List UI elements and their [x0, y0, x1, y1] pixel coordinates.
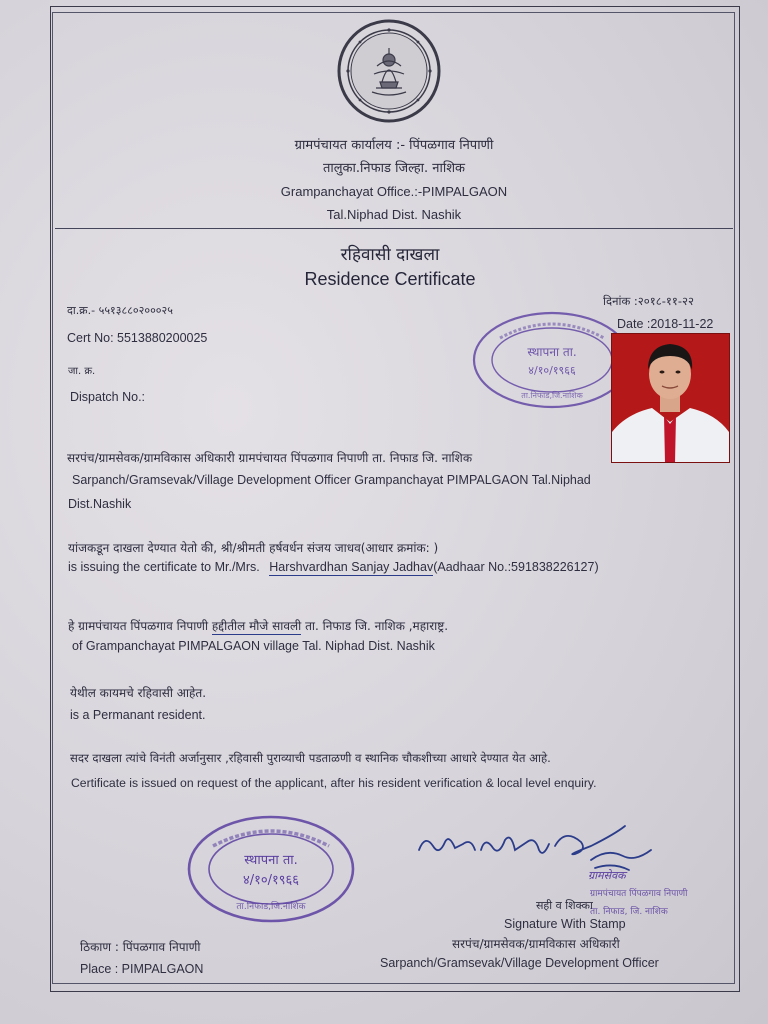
signatory-stamp-office: ग्रामपंचायत पिंपळगाव निपाणी	[590, 889, 688, 899]
place-marathi: ठिकाण : पिंपळगाव निपाणी	[80, 940, 201, 954]
request-english: Certificate is issued on request of the applicant, after his resident verification & local level enquiry.	[71, 776, 597, 790]
signatory-stamp-location: ता. निफाड, जि. नाशिक	[590, 907, 668, 917]
village-marathi-prefix: हे ग्रामपंचायत पिंपळगाव निपाणी	[68, 619, 209, 633]
place-english: Place : PIMPALGAON	[80, 962, 204, 976]
issuer-english-line1: Sarpanch/Gramsevak/Village Development Officer Grampanchayat PIMPALGAON Tal.Niphad	[72, 473, 591, 487]
taluka-english: Tal.Niphad Dist. Nashik	[326, 207, 462, 222]
stamp-top-established-label: स्थापना ता.	[527, 345, 577, 359]
aadhaar-number: (Aadhaar No.:591838226127)	[433, 560, 599, 574]
signature-stamp-english: Signature With Stamp	[504, 917, 626, 931]
handwritten-signature	[415, 820, 665, 890]
designation-marathi: सरपंच/ग्रामसेवक/ग्रामविकास अधिकारी	[452, 937, 620, 951]
grampanchayat-stamp-bottom	[185, 812, 357, 926]
village-english: of Grampanchayat PIMPALGAON village Tal. Niphad Dist. Nashik	[72, 639, 435, 653]
maharashtra-seal-emblem	[336, 18, 442, 124]
issuing-english-prefix: is issuing the certificate to Mr./Mrs.	[68, 560, 260, 574]
date-marathi: दिनांक :२०१८-११-२२	[603, 294, 694, 308]
village-marathi-suffix: ता. निफाड जि. नाशिक ,महाराष्ट्र.	[305, 619, 449, 633]
issuer-marathi: सरपंच/ग्रामसेवक/ग्रामविकास अधिकारी ग्रामपंचायत पिंपळगाव निपाणी ता. निफाड जि. नाशिक	[67, 451, 473, 465]
title-marathi: रहिवासी दाखला	[340, 245, 440, 265]
stamp-bottom-established-label: स्थापना ता.	[244, 853, 298, 868]
issuing-marathi: यांजकडून दाखला देण्यात येतो की, श्री/श्रीमती हर्षवर्धन संजय जाधव(आधार क्रमांक: )	[68, 541, 439, 555]
resident-marathi: येथील कायमचे रहिवासी आहेत.	[70, 686, 207, 700]
village-marathi-locality: हद्दीतील मौजे सावली	[211, 619, 302, 633]
dispatch-marathi: जा. क्र.	[68, 366, 96, 377]
stamp-bottom-established-date: ४/१०/१९६६	[242, 873, 300, 888]
stamp-top-inner-text: ता.निफाड,जि.नाशिक	[521, 391, 583, 400]
office-title-marathi: ग्रामपंचायत कार्यालय :- पिंपळगाव निपाणी	[294, 138, 494, 153]
designation-english: Sarpanch/Gramsevak/Village Development Officer	[380, 956, 659, 970]
signature-stamp-marathi: सही व शिक्का	[536, 899, 593, 912]
cert-number-marathi: दा.क्र.- ५५१३८८०२०००२५	[67, 304, 173, 317]
taluka-marathi: तालुका.निफाड जिल्हा. नाशिक	[322, 161, 466, 176]
stamp-top-established-date: ४/१०/१९६६	[528, 364, 576, 377]
issuing-english	[68, 560, 599, 574]
applicant-name: Harshvardhan Sanjay Jadhav	[269, 560, 434, 574]
date-english: Date :2018-11-22	[617, 317, 714, 331]
dispatch-english: Dispatch No.:	[70, 390, 146, 404]
applicant-photo	[611, 333, 730, 463]
header-divider	[55, 228, 733, 229]
title-english: Residence Certificate	[304, 269, 476, 289]
issuer-english-line2: Dist.Nashik	[68, 497, 132, 511]
resident-english: is a Permanant resident.	[70, 708, 206, 722]
request-marathi: सदर दाखला त्यांचे विनंती अर्जानुसार ,रहिवासी पुराव्याची पडताळणी व स्थानिक चौकशीच्या आधारे देण्यात येत आहे.	[70, 751, 551, 765]
village-marathi	[68, 617, 448, 634]
stamp-bottom-inner-text: ता.निफाड,जि.नाशिक	[236, 902, 306, 912]
cert-number-english: Cert No: 5513880200025	[67, 331, 208, 345]
office-title-english: Grampanchayat Office.:-PIMPALGAON	[280, 184, 508, 199]
signatory-stamp-designation: ग्रामसेवक	[588, 869, 626, 882]
